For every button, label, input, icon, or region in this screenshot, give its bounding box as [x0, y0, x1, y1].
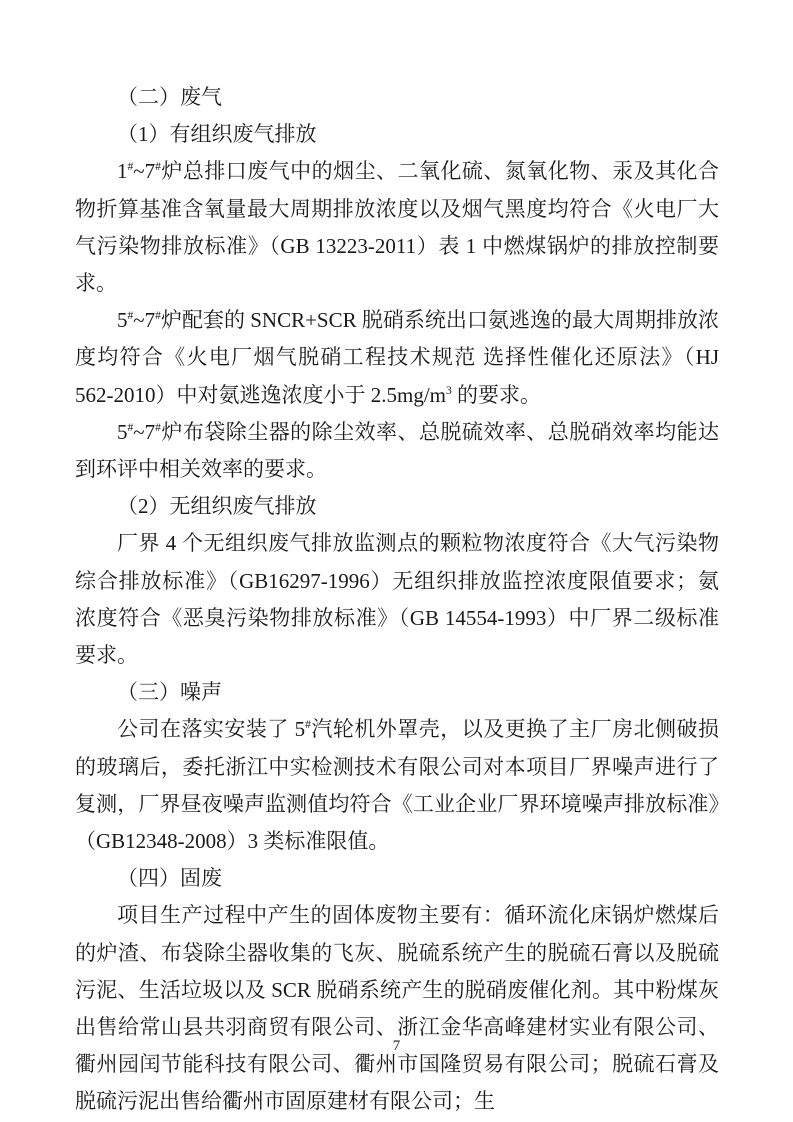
body-paragraph: [75, 711, 719, 860]
text-run: （2）无组织废气排放: [117, 494, 317, 519]
section-heading: [75, 79, 719, 116]
page-number: 7: [392, 1038, 401, 1054]
section-heading: [75, 488, 719, 525]
text-run: ~7: [133, 159, 156, 184]
section-heading: [75, 674, 719, 711]
body-paragraph: [75, 525, 719, 674]
body-paragraph: [75, 153, 719, 302]
page-footer: [0, 1036, 793, 1056]
superscript-text: #: [305, 719, 311, 732]
superscript-text: #: [127, 310, 134, 323]
body-paragraph: [75, 414, 719, 488]
text-run: 厂界 4 个无组织废气排放监测点的颗粒物浓度符合《大气污染物综合排放标准》（GB16297-1996）无组织排放监控浓度限值要求；氨浓度符合《恶臭污染物排放标准》（GB 14554-1993）中厂界二级标准要求。: [75, 531, 719, 668]
superscript-text: 3: [446, 384, 452, 397]
text-run: 炉总排口废气中的烟尘、二氧化硫、氮氧化物、汞及其化合物折算基准含氧量最大周期排放浓度以及烟气黑度均符合《火电厂大气污染物排放标准》（GB 13223-2011）表 1 中燃煤锅炉的排放控制要求。: [75, 159, 719, 296]
body-paragraph: [75, 302, 719, 414]
text-run: 汽轮机外罩壳，以及更换了主厂房北侧破损的玻璃后，委托浙江中实检测技术有限公司对本项目厂界噪声进行了复测，厂界昼夜噪声监测值均符合《工业企业厂界环境噪声排放标准》（GB12348-2008）3 类标准限值。: [75, 717, 720, 854]
text-run: （二）废气: [117, 85, 222, 109]
section-heading: [75, 116, 719, 153]
text-run: （三）噪声: [117, 680, 222, 705]
document-body: [75, 79, 719, 1121]
superscript-text: #: [155, 310, 161, 323]
text-run: 项目生产过程中产生的固体废物主要有：循环流化床锅炉燃煤后的炉渣、布袋除尘器收集的飞灰、脱硫系统产生的脱硫石膏以及脱硫污泥、生活垃圾以及 SCR 脱硝系统产生的脱硝废催化剂。其中粉煤灰出售给常山县共羽商贸有限公司、浙江金华高峰建材实业有限公司、衢州园闰节能科技有限公司、衢州市国隆贸易有限公司；脱硫石膏及脱硫污泥出售给衢州市固原建材有限公司；生: [75, 903, 719, 1114]
text-run: 炉布袋除尘器的除尘效率、总脱硫效率、总脱硝效率均能达到环评中相关效率的要求。: [75, 419, 719, 482]
text-run: （1）有组织废气排放: [117, 122, 317, 147]
text-run: 的要求。: [451, 382, 542, 407]
text-run: （四）固废: [117, 866, 222, 891]
superscript-text: #: [127, 161, 134, 174]
text-run: 炉配套的 SNCR+SCR 脱硝系统出口氨逃逸的最大周期排放浓度均符合《火电厂烟气脱硝工程技术规范 选择性催化还原法》（HJ 562-2010）中对氨逃逸浓度小于 2.5mg/m: [75, 308, 719, 407]
superscript-text: #: [127, 421, 134, 434]
text-run: ~7: [133, 419, 156, 444]
text-run: 公司在落实安装了 5: [117, 717, 306, 742]
text-run: 5: [117, 419, 128, 444]
text-run: 5: [117, 308, 128, 333]
body-paragraph: [75, 897, 719, 1120]
text-run: ~7: [133, 308, 156, 333]
superscript-text: #: [155, 421, 161, 434]
text-run: 1: [117, 159, 128, 184]
superscript-text: #: [155, 161, 161, 174]
section-heading: [75, 860, 719, 897]
